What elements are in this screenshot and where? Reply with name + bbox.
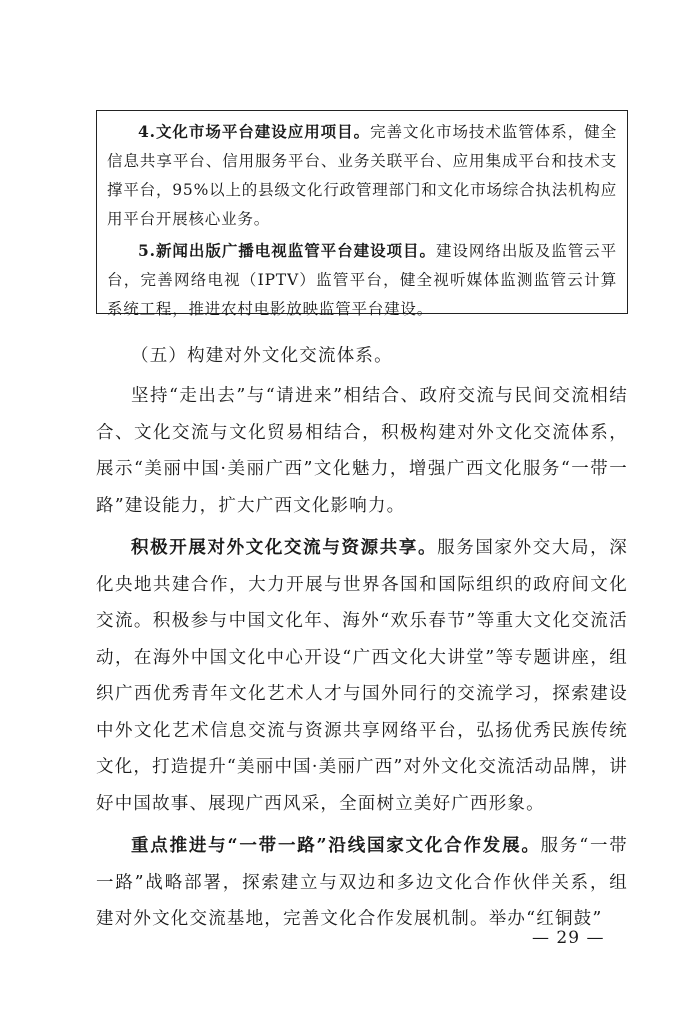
paragraph-belt-road <box>96 828 628 938</box>
box-item-4 <box>107 117 617 234</box>
paragraph-exchange-body: 服务国家外交大局，深化央地共建合作，大力开展与世界各国和国际组织的政府间文化交流。积极参与中国文化年、海外“欢乐春节”等重大文化交流活动，在海外中国文化中心开设“广西文化大讲堂”等专题讲座，组织广西优秀青年文化艺术人才与国外同行的交流学习，探索建设中外文化艺术信息交流与资源共享网络平台，弘扬优秀民族传统文化，打造提升“美丽中国·美丽广西”对外文化交流活动品牌，讲好中国故事、展现广西风采，全面树立美好广西形象。 <box>96 538 628 814</box>
section-heading: （五）构建对外文化交流体系。 <box>131 346 393 366</box>
item-4-body: 完善文化市场技术监管体系，健全信息共享平台、信用服务平台、业务关联平台、应用集成平台和技术支撑平台，95%以上的县级文化行政管理部门和文化市场综合执法机构应用平台开展核心业务。 <box>107 123 617 228</box>
box-item-5 <box>107 236 617 324</box>
section-intro: 坚持“走出去”与“请进来”相结合、政府交流与民间交流相结合、文化交流与文化贸易相结合，积极构建对外文化交流体系，展示“美丽中国·美丽广西”文化魅力，增强广西文化服务“一带一路”建设能力，扩大广西文化影响力。 <box>96 386 628 516</box>
paragraph-exchange-lead: 积极开展对外文化交流与资源共享。 <box>131 538 438 558</box>
project-box <box>96 110 628 318</box>
paragraph-exchange <box>96 530 628 822</box>
paragraph-belt-road-lead: 重点推进与“一带一路”沿线国家文化合作发展。 <box>131 836 541 856</box>
item-5-title: 5.新闻出版广播电视监管平台建设项目。 <box>138 241 436 260</box>
paragraph-belt-road-body: 服务“一带一路”战略部署，探索建立与双边和多边文化合作伙伴关系，组建对外文化交流基地，完善文化合作发展机制。举办“红铜鼓” <box>96 836 629 929</box>
item-4-title: 4.文化市场平台建设应用项目。 <box>138 122 371 141</box>
item-5-body: 建设网络出版及监管云平台，完善网络电视（IPTV）监管平台，健全视听媒体监测监管云计算系统工程，推进农村电影放映监管平台建设。 <box>107 242 617 318</box>
main-text <box>96 338 628 938</box>
page-number: — 29 — <box>532 928 605 948</box>
